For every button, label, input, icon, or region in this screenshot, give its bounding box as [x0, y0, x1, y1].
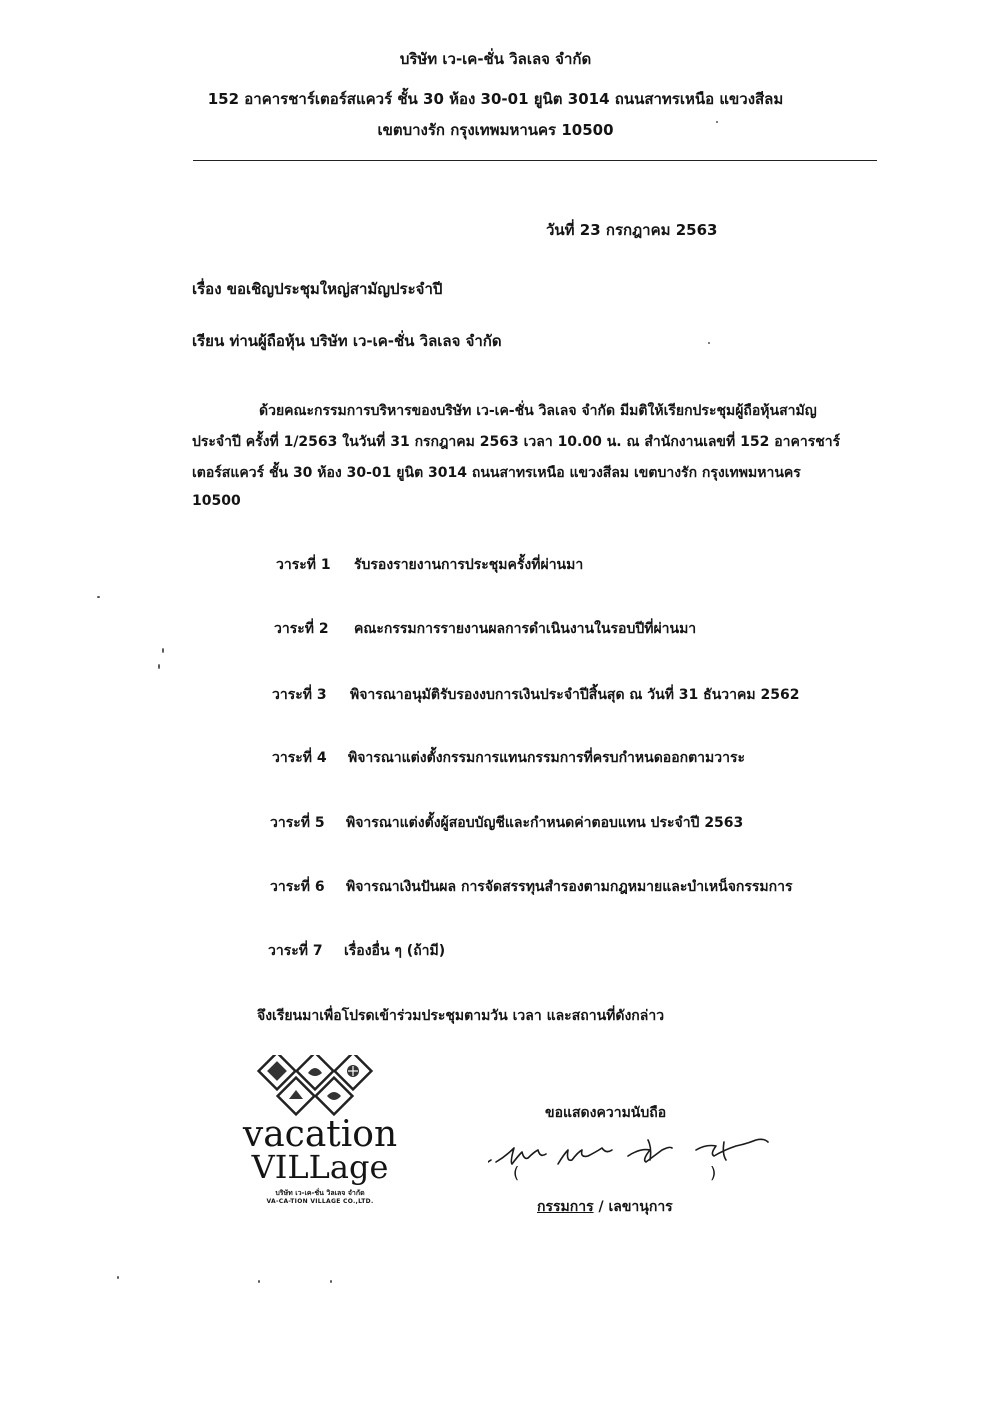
body-line-3: เตอร์สแควร์ ชั้น 30 ห้อง 30-01 ยูนิต 3014 ถนนสาทรเหนือ แขวงสีลม เขตบางรัก กรุงเทพมหานคร: [192, 465, 801, 481]
header-divider: [193, 160, 877, 161]
company-address-line2: เขตบางรัก กรุงเทพมหานคร 10500: [377, 121, 614, 139]
letter-recipient: เรียน ท่านผู้ถือหุ้น บริษัท เว-เค-ชั่น วิลเลจ จำกัด: [192, 332, 502, 350]
agenda-text: พิจารณาแต่งตั้งกรรมการแทนกรรมการที่ครบกำหนดออกตามวาระ: [348, 750, 746, 766]
logo-wordmark-line2: VILLage: [251, 1148, 389, 1186]
scan-speck: [716, 121, 718, 123]
scan-speck: [162, 648, 164, 653]
company-logo: [236, 1053, 404, 1213]
agenda-number: วาระที่ 4: [272, 750, 327, 766]
scan-speck: [330, 1280, 332, 1283]
logo-wordmark-line1: vacation: [242, 1114, 398, 1155]
body-line-4: 10500: [192, 493, 241, 509]
agenda-number: วาระที่ 2: [274, 621, 329, 637]
signatory-title: [537, 1196, 673, 1218]
agenda-number: วาระที่ 5: [270, 815, 325, 831]
scan-speck: [258, 1280, 260, 1283]
agenda-text: เรื่องอื่น ๆ (ถ้ามี): [344, 943, 446, 959]
agenda-number: วาระที่ 6: [270, 879, 325, 895]
scan-speck: [708, 342, 710, 344]
agenda-text: คณะกรรมการรายงานผลการดำเนินงานในรอบปีที่ผ่านมา: [354, 621, 697, 637]
logo-diamond-tiles-icon: [250, 1055, 380, 1117]
logo-subtitle-thai: บริษัท เว-เค-ชั่น วิลเลจ จำกัด: [275, 1189, 365, 1197]
scan-speck: [158, 664, 160, 669]
scan-speck: [117, 1276, 119, 1279]
regards-text: ขอแสดงความนับถือ: [545, 1105, 667, 1121]
body-line-1: ด้วยคณะกรรมการบริหารของบริษัท เว-เค-ชั่น วิลเลจ จำกัด มีมติให้เรียกประชุมผู้ถือหุ้นสามัญ: [259, 403, 817, 419]
letter-subject: เรื่อง ขอเชิญประชุมใหญ่สามัญประจำปี: [192, 280, 443, 298]
closing-sentence: จึงเรียนมาเพื่อโปรดเข้าร่วมประชุมตามวัน เวลา และสถานที่ดังกล่าว: [257, 1008, 665, 1024]
agenda-text: รับรองรายงานการประชุมครั้งที่ผ่านมา: [354, 557, 584, 573]
scan-speck: [97, 596, 100, 598]
logo-subtitle-english: VA-CA-TION VILLAGE CO.,LTD.: [266, 1198, 374, 1205]
agenda-text: พิจารณาแต่งตั้งผู้สอบบัญชีและกำหนดค่าตอบแทน ประจำปี 2563: [346, 815, 744, 831]
signature-paren-close: ): [710, 1163, 717, 1182]
company-name: บริษัท เว-เค-ชั่น วิลเลจ จำกัด: [399, 50, 592, 68]
agenda-number: วาระที่ 3: [272, 687, 327, 703]
company-address-line1: 152 อาคารชาร์เตอร์สแควร์ ชั้น 30 ห้อง 30-01 ยูนิต 3014 ถนนสาทรเหนือ แขวงสีลม: [207, 90, 784, 108]
agenda-number: วาระที่ 1: [276, 557, 331, 573]
handwritten-signature: [488, 1120, 808, 1190]
signature-paren-open: (: [513, 1163, 520, 1182]
signatory-title-rest: / เลขานุการ: [593, 1199, 673, 1215]
agenda-text: พิจารณาอนุมัติรับรองงบการเงินประจำปีสิ้นสุด ณ วันที่ 31 ธันวาคม 2562: [350, 687, 800, 703]
agenda-number: วาระที่ 7: [268, 943, 323, 959]
signatory-title-main: กรรมการ: [537, 1199, 594, 1215]
body-line-2: ประจำปี ครั้งที่ 1/2563 ในวันที่ 31 กรกฎาคม 2563 เวลา 10.00 น. ณ สำนักงานเลขที่ 152 อาคารชาร์: [192, 434, 841, 450]
letter-date: วันที่ 23 กรกฎาคม 2563: [546, 221, 718, 239]
agenda-text: พิจารณาเงินปันผล การจัดสรรทุนสำรองตามกฎหมายและบำเหน็จกรรมการ: [346, 879, 793, 895]
